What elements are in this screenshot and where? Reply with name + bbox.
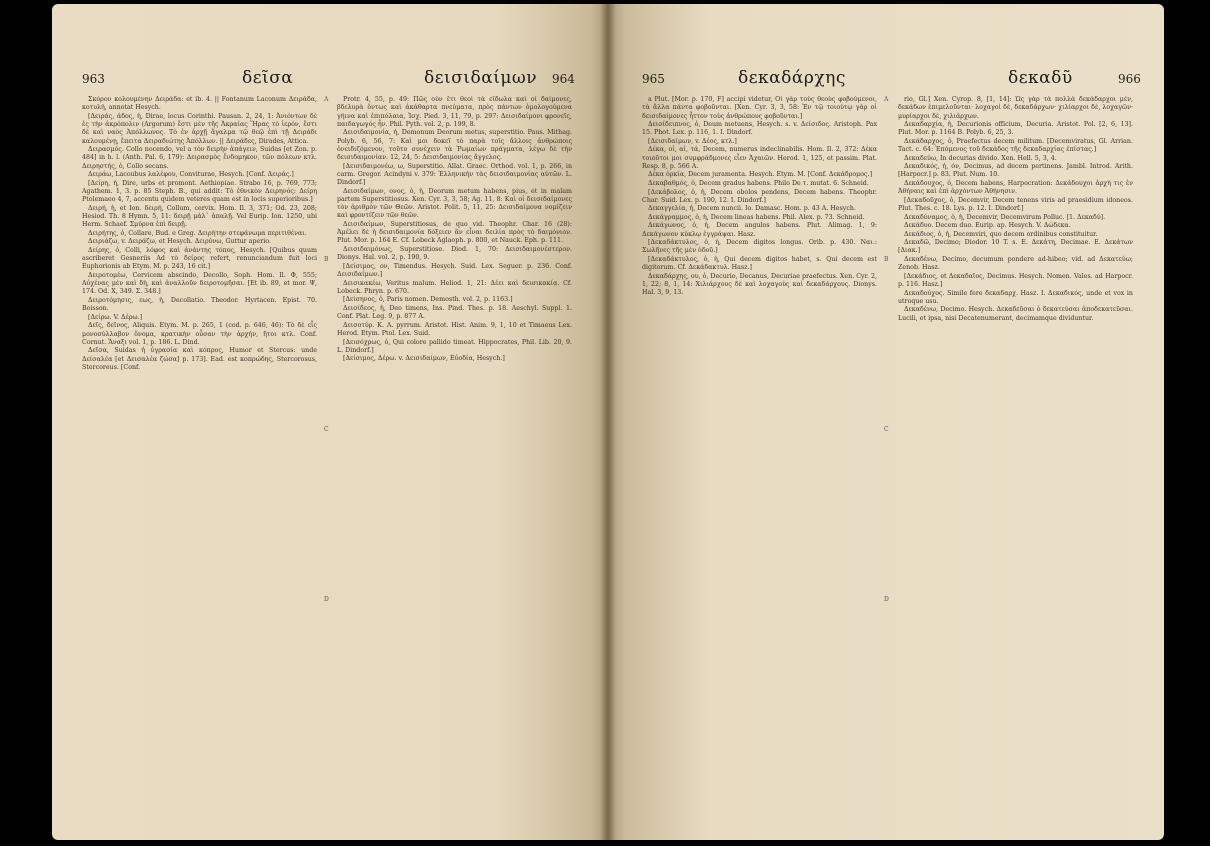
entry: Δεκάδιος, ὁ, ἡ, Decemviri, quo decem ordinibus constituitur. — [904, 230, 1098, 238]
entry: Δεκαδικός, ἡ, όν, Decimus, ad decem pertinens. Jambl. Introd. Arith. [Harpocr.] p. 83. Plut. Num. 10. — [898, 163, 1133, 179]
left-page-headword-right: δεισιδαίμων — [424, 68, 538, 88]
entry: Δεκαδαρχία, ἡ, Decurionis officium, Decuria. Aristot. Pol. [2, 6, 13]. Plut. Mor. p. 1164 B. Polyb. 6, 25, 3. — [898, 121, 1133, 137]
entry: Δεκαδεύω, In decurias divido. Xen. Hell. 5, 3, 4. — [904, 154, 1057, 162]
entry: rio, Gl.] Xen. Cyrop. 8, [1, 14]: Ὡς γὰρ τὰ πολλὰ δεκάδαρχοι μέν, δεκάδων ἐπιμελοῦνται· λοχαγοὶ δὲ, δεκαδάρχων· χιλίαρχοι δὲ, λοχαγῶν· μυρίαρχοι δὲ, χιλιάρχων. — [898, 96, 1133, 120]
right-page-number-left: 965 — [642, 72, 665, 86]
book-spine — [600, 4, 616, 840]
entry: [Δείσιμος, ον, Timendus. Hesych. Suid. Lex. Seguer. p. 236. Conf. Δεισιδαίμων.] — [337, 262, 572, 279]
entry: Δειράω, Lacoubus λαλέφου, Conviturae, Hesych. [Conf. Δειράς.] — [88, 171, 294, 179]
margin-letter: C — [324, 426, 329, 433]
entry: Δέκα, οἱ, αἱ, τά, Decem, numerus indeclinabilis. Hom. Il. 2, 372: Δέκα τοιοῦτοι μοι συμφράδμονες εἶεν Ἀχαιῶν. Herod. 1, 125, et passim. Plat. Resp. 8, p. 566 A. — [642, 146, 877, 170]
left-page-number-right: 964 — [552, 72, 575, 86]
entry: Δεῖς, δεῖνος, Aliquis. Etym. M. p. 265, 1 (cod. p. 646, 46): Τὸ δὲ εἷς μονοσύλλαβον ὄνομα, κρατικὴν οὖσαν τὴν ἀρχήν, ἤτοι κτλ. Conf. Cornut. Ἄναξι vol. 1, p. 186. L. Dind. — [82, 322, 317, 346]
entry: [Δείσιμος, Δέρω. v. Δεισιδαίμων, Εὐοδία, Hesych.] — [343, 355, 505, 363]
entry: Δεισιδαιμόνως, Superstitiose. Diod. 1, 70: Δεισιδαιμονέστερον. Dionys. Hal. vol. 2, p. 190, 9. — [337, 245, 572, 262]
right-page-number-right: 966 — [1118, 72, 1141, 86]
entry: Δειροτομέω, Cervicem abscindo, Decollo, Soph. Hom. Il. Φ, 555; Αὐχένας μὲν καὶ δὴ, καὶ ἀναλλοῦν δειροτομῆσαι. [Et ib. 89, et mor. Ψ, 174. Od. Χ, 349. Σ. 348.] — [82, 271, 317, 296]
entry: Δεισιδαίμων, Superstitiosus, de quo vid. Theophr. Char. 16 (28): Ἀμέλει δὲ ἡ δεισιδαιμονία δόξειεν ἂν εἶναι δειλία πρὸς τὸ δαιμόνιον. Plut. Mor. p. 164 E. Cf. Lobeck Aglaoph. p. 800, et Nauck. Eph. p. 111. — [337, 220, 572, 245]
right-page-headword-right: δεκαδῦ — [1008, 68, 1073, 88]
entry: Δειρή, ἡ, et Ion. δειρή, Collum, cervix. Hom. Il. 3, 371; Od. 23, 208; Hesiod. Th. 8 Hymn. 5, 11: δειρῇ μάλ᾽ ἀπαλῇ. Vel Eurip. Ion. 1250, ubi Herm. Schaef. Σμύρνα ἐπὶ δειρῇ. — [82, 204, 317, 229]
entry: [Δεισιδαίμων, v. Δέος, κτλ.] — [648, 137, 737, 145]
entry: Δεκαδάρχης, ου, ὁ, Decurio, Decanus, Decuriae praefectus. Xen. Cyr. 2, 1, 22; 8, 1, 14: Χιλιάρχους δὲ καὶ λοχαγοὺς καὶ δεκαδάρχους. Dionys. Hal. 3, 9, 13. — [642, 272, 877, 297]
entry: Δέκα ὀρκία, Decem juramenta. Hesych. Etym. M. [Conf. Δεκάδρομος.] — [648, 171, 873, 179]
margin-letter: A — [884, 96, 889, 103]
entry: [Δεκάδιος, et Δεκαδαῖος, Decimus. Hesych. Nomen. Vales. ad Harpocr. p. 116. Hasz.] — [898, 272, 1133, 289]
entry: [Δεκαδάκτυλος, ὁ, ἡ, Decem digitos longus. Orib. p. 430. Ναι.: Σωλῆνες τῆς μὲν ὁδοῦ.] — [642, 239, 877, 255]
left-page-column-1 — [82, 96, 317, 794]
entry: [Δεισόχρως, ὁ, Qui colore pallido timeat. Hippocrates, Phil. Lib. 20, 9. L. Dindorf.] — [337, 338, 572, 354]
entry: Δεῖσα, Suidas ἡ ὑγρασία καὶ κόπρος, Humor et Stercus: unde Δείσαλέα [et Δεισαλέα ζώσα] p. 173]. Ead. est κοπρώδης, Stercorosus, Stercoreus. [Conf. — [82, 347, 317, 371]
entry: Σκόρον κολουμένην Δειράδα: et ib. 4. || Fontanum Laconum Δειράδα, κοτυλή, annotat Hesych. — [82, 96, 317, 112]
left-page-column-2 — [337, 96, 572, 794]
entry: a Plut. [Mor. p. 170, F] accipi videtur, Οἱ γὰρ τοὺς θεοὺς φοβούμενοι, τὰ ἄλλα πάντα φοβοῦνται. [Xen. Cyr. 3, 3, 58: Ἐν τῷ τοιούτῳ γὰρ οἱ δεισιδαίμονες ἧττον τοὺς ἀνθρώπους φοβοῦνται.] — [642, 96, 877, 120]
margin-letter: A — [324, 96, 329, 103]
entry: Δεκαγγελία, ἡ, Decem nuncii. Io. Damasc. Hom. p. 43 A. Hesych. — [648, 205, 856, 213]
entry: Δεκάδουχος, ὁ, Decem habens, Harpocration: Δεκάδουχοι ἀρχὴ τις ἐν Ἀθήναις καὶ ἐπὶ ἀρχόντων Ἀθήνησιν. — [898, 179, 1133, 196]
entry: [Δεισιδαιμονέω, ω, Superstitio. Allat. Graec. Orthod. vol. 1, p. 266, in carm. Gregor. Acindyni v. 379: Ἐλληνικὴν τὰς δεισιδαιμονίας αὐτῶν. L. Dindorf.] — [337, 162, 572, 187]
entry: Δεκάγραμμος, ὁ, ἡ, Decem lineas habens. Phil. Alex. p. 73. Schneid. — [648, 213, 865, 221]
entry: Δείρης, ὁ, Colli, λόφος καὶ ἀνάντης τόπος, Hesych. [Quibus quum ascriberet Gesneriis Ad τὸ δείρος refert, renunciandum fuit loci Euphorionis ab Etym. M. p. 243, 16 cit.] — [82, 246, 317, 271]
entry: Δεκαδένω, Decimo, decumum pondere ad-hibeo; vid. ad Δεκατεύω; Zenob. Hasz. — [898, 256, 1133, 272]
entry: [Δειράς, άδος, ἡ, Dirae, locus Corinthi. Pausan. 2, 24, 1: Ἀνιόντων δὲ ἐς τὴν ἀκρόπολιν (Argorum) ἔστι μὲν τῆς Ἀκραίας Ἥρας τὸ ἱερόν, ἔστι δὲ καὶ ναὸς Ἀπόλλωνος. Τὸ ἐν ἀρχῇ ἄγαλμα τῷ θεῷ ἐπὶ τῇ Δειράδι καλουμένῃ, ἔπειτα Δειραδιώτης Ἀπόλλων. || Δειράδες, Dirades, Attica. — [82, 112, 317, 145]
entry: Δειριάζω, v. Δειράζω, et Hesych. Δειρύνω, Guttur aperio. — [88, 238, 271, 246]
entry: Δεκαδύναμος, ὁ, ἡ, Decemvir, Decemvirum Polluc. [1. Δεκαδύ]. — [904, 213, 1106, 221]
left-page-number-left: 963 — [82, 72, 105, 86]
margin-letter: D — [884, 596, 889, 603]
entry: Δεισίδειπνος, ὁ, Deum metuens, Hesych. s. v. Δείσιδος. Aristoph. Pax 15. Phot. Lex. p. 116, 1. Ι. Dindorf. — [642, 121, 877, 137]
right-page-column-1 — [642, 96, 877, 794]
right-page-headword-left: δεκαδάρχης — [738, 68, 846, 88]
entry: [Δεκαδοῦχος, ὁ, Decemvir, Decem tenens viris ad praesidium idoneos. Plut. Thes. c. 18. Lys. p. 12. Ι. Dindorf.] — [898, 196, 1133, 213]
left-page-header — [52, 68, 608, 94]
entry: Δεκαβαθμός, ὁ, Decem gradus habens. Philo De τ. mutat. 6. Schneid. — [648, 179, 869, 187]
entry: Δεισιδαίμων, ονος, ὁ, ἡ, Deorum metum habens, pius, et in malam partem Superstitiosus. Xen. Cyr. 3, 3, 58; Ag. 11, 8: Καὶ οἱ δεισιδαίμονες τὸν ἀριθμὸν τῶν Θεῶν. Aristot. Polit. 5, 11, 25: Δεισιδαίμονα νομίζειν καὶ φροντίζειν τῶν θεῶν. — [337, 187, 572, 220]
open-book — [52, 4, 1164, 840]
entry: [Δείσηνος, ὁ, Paris nomen. Demosth. vol. 2, p. 1163.] — [343, 296, 513, 304]
entry: Δεισικακέω, Veritus malum. Heliod. 1, 21: Δέει καὶ δεισικακίᾳ. Cf. Lobeck. Phryn. p. 670. — [337, 279, 572, 295]
entry: Δεκάδαρχος, ὁ, Praefectus decem militum. [Decemviratus, Gl. Arrian. Tact. c. 64: Ἑπόμενος τοῦ δεκάδος τῆς δεκαδαρχίας ἐπίστας.] — [898, 137, 1133, 154]
right-page-header — [608, 68, 1164, 94]
entry: [Δείρη, ἡ, Dire, urbs et promont. Aethiopiae. Strabo 16, p. 769, 773; Agathem. 1, 3. p. 85 Steph. B., qui addit: Τὸ ἐθνικὸν Δειρηνός: Δείρη Ptolemaeo 4, 7, accentu quidem veteres quam est in locis superioribus.] — [82, 179, 317, 204]
margin-letter: D — [324, 596, 329, 603]
entry: Δειρασμός. Collo nocendo, vel a τὸν δειρὴν ἀπάγειν, Suidas [et Zon. p. 484] in h. l. (Anth. Pal. 6, 179): Δειρασμὸς ἔνδομηκον, τῶν πόλεων κτλ. Δειρηστής, ὁ, Collo secans. — [82, 146, 317, 170]
entry: Δειροτόμησις, εως, ἡ, Decollatio. Theodor. Hyrtacen. Epist. 70. Boisson. — [82, 296, 317, 313]
entry: Δεκαδένω, Decimo. Hesych. Δεκαδεῦσαι ὁ δεκατεύσαι ἀποδεκατεῦσαι. Lucili, et ipsa, nisi Decatenumerant, decimamque dividuntur. — [898, 306, 1133, 322]
entry: Δεισιδαιμονία, ἡ, Demonum Deorum metus, superstitio. Paus. Mithag. Polyb. 6, 56, 7: Καὶ μοι δοκεῖ τὸ παρὰ τοῖς ἄλλοις ἀνθρώποις ὀνειδιζόμενον, τοῦτο συνέχειν τὰ Ῥωμαίων πράγματα, λέγω δὲ τὴν δεισιδαιμονίαν. 12, 24, 5: Δεισιδαιμονίας ἄγγελος. — [337, 129, 572, 162]
margin-letter: B — [884, 256, 889, 263]
entry: [Δεκαδάκτυλος, ὁ, ἡ, Qui decem digitos habet, s. Qui decem est digitorum. Cf. Δεκάδακτυλ. Hasz.] — [642, 256, 877, 272]
entry: [Δείρω. V. Δέρω.] — [88, 313, 143, 321]
entry: [Δεκάβολος, ὁ, ἡ, Decem obolos pendens, Decem habens. Theophr. Char. Suid. Lex. p. 190, 12. Ι. Dindorf.] — [642, 188, 877, 204]
entry: Δεκάγωνος, ὁ, ἡ, Decem angulos habens. Plut. Alimag. 1, 9: Δεκάγωνον κύκλῳ ἐγγράψαι. Hasz. — [642, 222, 877, 238]
entry: Protr. 4, 55, p. 49: Πῶς οὖν ἔτι θεοὶ τὰ εἴδωλα καὶ οἱ δαίμονες, βδελυρὰ ὄντως καὶ ἀκάθαρτα πνεύματα, πρὸς πάντων ὁμολογούμενα γήινα καὶ ἐπιπόλαια, Ἰσχ. Pied. 3, 11, 79, p. 297: Δεισιδαίμονι φρονεῖς, παιδαγωγός ἦν. Phil. Pyth. vol. 2, p. 199, 8. — [337, 96, 572, 128]
entry: Δεκάδυο. Decem duo. Eurip. ap. Hesych. V. Δώδεκα. — [904, 222, 1071, 230]
entry: Δεισίδεος, ἡ, Deo timens, Ins. Pind. Thes. p. 18. Aeschyl. Suppl. 1. Conf. Plat. Leg. 9, p. 877 A. — [337, 304, 572, 321]
margin-letter: C — [884, 426, 889, 433]
entry: Δεκαδῶ, Decimo; Diodor. 10 T. s. Ε. Δεκάτη, Decimae. Ε. Δεκάτων [Διακ.] — [898, 239, 1133, 255]
right-page-column-2 — [898, 96, 1133, 794]
margin-letter: B — [324, 256, 329, 263]
left-page — [52, 4, 608, 840]
entry: Δεκαδούχος. Simile fere δεκαδαρχ. Hasz. Ι. Δεκαδικός, unde et vox in utroque usu. — [898, 289, 1133, 305]
entry: Δεισοτύρ. Κ. Α. pyrrum. Aristot. Hist. Anim. 9, 1, 10 et Timaeus Lex. Herod. Etym. Ptol. Lex. Suid. — [337, 321, 572, 337]
left-page-headword-left: δεῖσα — [242, 68, 294, 88]
entry: Δειρήτης, ὁ, Collare, Bud. e Greg. Δειρήτην στεφάνωμα περιτιθέναι. — [88, 229, 307, 237]
right-page — [608, 4, 1164, 840]
